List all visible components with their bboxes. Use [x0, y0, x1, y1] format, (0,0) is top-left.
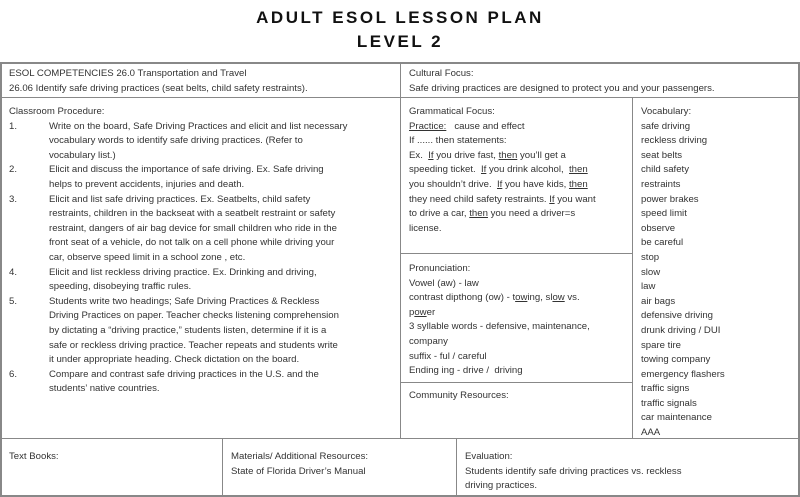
text-segment: cause and effect: [446, 120, 525, 132]
pronunciation-heading: Pronunciation:: [409, 263, 471, 274]
vocabulary-item: law: [641, 281, 656, 293]
text-segment: you shouldn’t drive.: [409, 178, 497, 190]
text-segment: you want: [554, 193, 596, 205]
divider: [400, 253, 632, 254]
step-text-line: restraints, children in the backseat with a seatbelt restraint or safety: [49, 208, 336, 220]
step-number: 5.: [9, 295, 18, 307]
step-text-line: it under appropriate heading. Check dictation on the board.: [49, 354, 300, 366]
step-number: 2.: [9, 164, 18, 176]
grammatical-focus-cell: [402, 102, 632, 239]
evaluation-heading: Evaluation:: [465, 451, 513, 462]
step-text-line: Elicit and discuss the importance of safe driving. Ex. Safe driving: [49, 164, 324, 176]
divider: [222, 438, 223, 497]
vocabulary-item: power brakes: [641, 193, 699, 205]
grammar-line: [409, 134, 625, 149]
vocabulary-item: traffic signs: [641, 383, 690, 395]
text-segment: contrast dipthong (ow) - t: [409, 292, 516, 304]
procedure-step: [9, 193, 393, 266]
vocabulary-item: safe driving: [641, 120, 691, 132]
text-segment: ing, sl: [527, 292, 553, 304]
pronunciation-line: [409, 320, 625, 335]
grammar-line: [409, 163, 625, 178]
pronunciation-line: [409, 350, 625, 365]
text-segment: company: [409, 335, 448, 347]
classroom-procedure-cell: [2, 102, 400, 400]
vocabulary-list: [641, 120, 791, 441]
competency-detail: 26.06 Identify safe driving practices (seat belts, child safety restraints).: [9, 82, 308, 94]
grammar-line: [409, 193, 625, 208]
text-segment: Ending ing - drive / driving: [409, 365, 523, 377]
step-text-line: restraint, dangers of air bag device for small children who ride in the: [49, 222, 337, 234]
step-text-line: safe or reckless driving practice. Teacher repeats and students write: [49, 339, 338, 351]
underlined-text: ow: [515, 292, 528, 304]
step-text-line: speeding, disobeying traffic rules.: [49, 281, 192, 293]
step-text-line: Compare and contrast safe driving practices in the U.S. and the: [49, 368, 319, 380]
procedure-step: [9, 295, 393, 368]
underlined-text: then: [569, 178, 588, 190]
step-text-line: Elicit and list safe driving practices. Ex. Seatbelts, child safety: [49, 193, 311, 205]
underlined-text: ow: [552, 292, 565, 304]
vocabulary-item: restraints: [641, 178, 681, 190]
vocabulary-item: slow: [641, 266, 661, 278]
grammar-line: [409, 222, 625, 237]
vocabulary-item: speed limit: [641, 208, 687, 220]
textbooks-heading: Text Books:: [9, 451, 59, 462]
vocabulary-item: be careful: [641, 237, 684, 249]
text-segment: you drive fast,: [433, 149, 499, 161]
step-text-line: Write on the board, Safe Driving Practices and elicit and list necessary: [49, 120, 348, 132]
grammar-line: [409, 207, 625, 222]
text-segment: Vowel (aw) - law: [409, 277, 479, 289]
step-text-line: vocabulary list.): [49, 149, 116, 161]
vocabulary-heading: Vocabulary:: [641, 106, 692, 117]
cultural-focus-text: Safe driving practices are designed to protect you and your passengers.: [409, 82, 715, 94]
grammar-text: [409, 120, 625, 237]
vocabulary-item: AAA: [641, 427, 661, 439]
divider: [632, 97, 633, 438]
vocabulary-item: reckless driving: [641, 135, 708, 147]
vocabulary-item: spare tire: [641, 339, 681, 351]
procedure-heading: Classroom Procedure:: [9, 106, 105, 117]
evaluation-cell: [458, 447, 798, 497]
materials-heading: Materials/ Additional Resources:: [231, 451, 369, 462]
pronunciation-text: [409, 277, 625, 379]
text-segment: p: [409, 306, 415, 318]
step-number: 1.: [9, 120, 18, 132]
step-text-line: students’ native countries.: [49, 383, 160, 395]
underlined-text: ow: [414, 306, 427, 318]
vocabulary-item: towing company: [641, 354, 711, 366]
text-segment: you need a driver=s: [487, 208, 576, 220]
vocabulary-item: seat belts: [641, 149, 683, 161]
underlined-text: then: [498, 149, 518, 161]
pronunciation-line: [409, 306, 625, 321]
grammar-line: [409, 120, 625, 135]
text-segment: they need child safety restraints.: [409, 193, 550, 205]
procedure-step: [9, 120, 393, 164]
underlined-text: If: [497, 178, 503, 190]
vocabulary-item: drunk driving / DUI: [641, 324, 721, 336]
step-text-line: vocabulary words to identify safe driving practices. (Refer to: [49, 135, 303, 147]
grammar-line: [409, 178, 625, 193]
text-segment: you’ll get a: [517, 149, 566, 161]
vocabulary-item: traffic signals: [641, 397, 697, 409]
underlined-text: Practice:: [409, 120, 447, 132]
document-title: ADULT ESOL LESSON PLAN: [256, 8, 544, 27]
vocabulary-item: air bags: [641, 295, 676, 307]
vocabulary-item: defensive driving: [641, 310, 713, 322]
underlined-text: If: [481, 164, 487, 176]
step-text-line: by dictating a “driving practice,” students listen, determine if it is a: [49, 324, 327, 336]
text-segment: speeding ticket.: [409, 164, 481, 176]
text-segment: vs.: [564, 292, 580, 304]
evaluation-text-line: Students identify safe driving practices vs. reckless: [465, 465, 682, 477]
competency-heading: ESOL COMPETENCIES 26.0 Transportation and Travel: [9, 68, 247, 79]
step-text-line: Driving Practices on paper. Teacher checks listening comprehension: [49, 310, 339, 322]
step-text-line: Students write two headings; Safe Driving Practices & Reckless: [49, 295, 320, 307]
text-segment: If ...... then statements:: [409, 135, 507, 147]
step-number: 3.: [9, 193, 18, 205]
cultural-focus-heading: Cultural Focus:: [409, 68, 474, 79]
evaluation-text-line: driving practices.: [465, 480, 537, 492]
pronunciation-line: [409, 291, 625, 306]
text-segment: you drink alcohol,: [486, 164, 570, 176]
text-segment: suffix - ful / careful: [409, 350, 487, 362]
divider: [456, 438, 457, 497]
cultural-focus-cell: [402, 64, 798, 99]
community-heading: Community Resources:: [409, 390, 509, 401]
text-segment: you have kids,: [502, 178, 570, 190]
underlined-text: If: [549, 193, 555, 205]
vocabulary-item: emergency flashers: [641, 368, 725, 380]
vocabulary-item: observe: [641, 222, 676, 234]
step-text-line: Elicit and list reckless driving practice. Ex. Drinking and driving,: [49, 266, 317, 278]
text-segment: 3 syllable words - defensive, maintenance,: [409, 321, 590, 333]
step-text-line: helps to prevent accidents, injuries and death.: [49, 178, 245, 190]
vocabulary-item: stop: [641, 251, 660, 263]
grammar-line: [409, 149, 625, 164]
procedure-step: [9, 266, 393, 295]
vocabulary-cell: [634, 102, 798, 444]
pronunciation-line: [409, 335, 625, 350]
pronunciation-line: [409, 277, 625, 292]
step-number: 6.: [9, 368, 18, 380]
divider: [400, 382, 632, 383]
materials-text: State of Florida Driver’s Manual: [231, 465, 366, 477]
text-segment: er: [426, 306, 436, 318]
document-subtitle-level: LEVEL 2: [356, 32, 444, 51]
vocabulary-item: car maintenance: [641, 412, 712, 424]
procedure-list: [9, 120, 393, 397]
pronunciation-line: [409, 364, 625, 379]
underlined-text: If: [428, 149, 434, 161]
textbooks-cell: [2, 447, 222, 468]
grammar-heading: Grammatical Focus:: [409, 106, 495, 117]
step-text-line: front seat of a vehicle, do not talk on a cell phone while driving your: [49, 237, 335, 249]
procedure-step: [9, 163, 393, 192]
pronunciation-cell: [402, 259, 632, 382]
vocabulary-item: child safety: [641, 164, 689, 176]
community-resources-cell: [402, 386, 632, 407]
underlined-text: then: [469, 208, 488, 220]
materials-cell: [224, 447, 456, 482]
step-text-line: car, observe speed limit in a school zone , etc.: [49, 251, 246, 263]
procedure-step: [9, 368, 393, 397]
underlined-text: then: [569, 164, 588, 176]
text-segment: license.: [409, 222, 442, 234]
step-number: 4.: [9, 266, 18, 278]
text-segment: to drive a car,: [409, 208, 470, 220]
competencies-cell: [2, 64, 400, 99]
text-segment: Ex.: [409, 149, 429, 161]
